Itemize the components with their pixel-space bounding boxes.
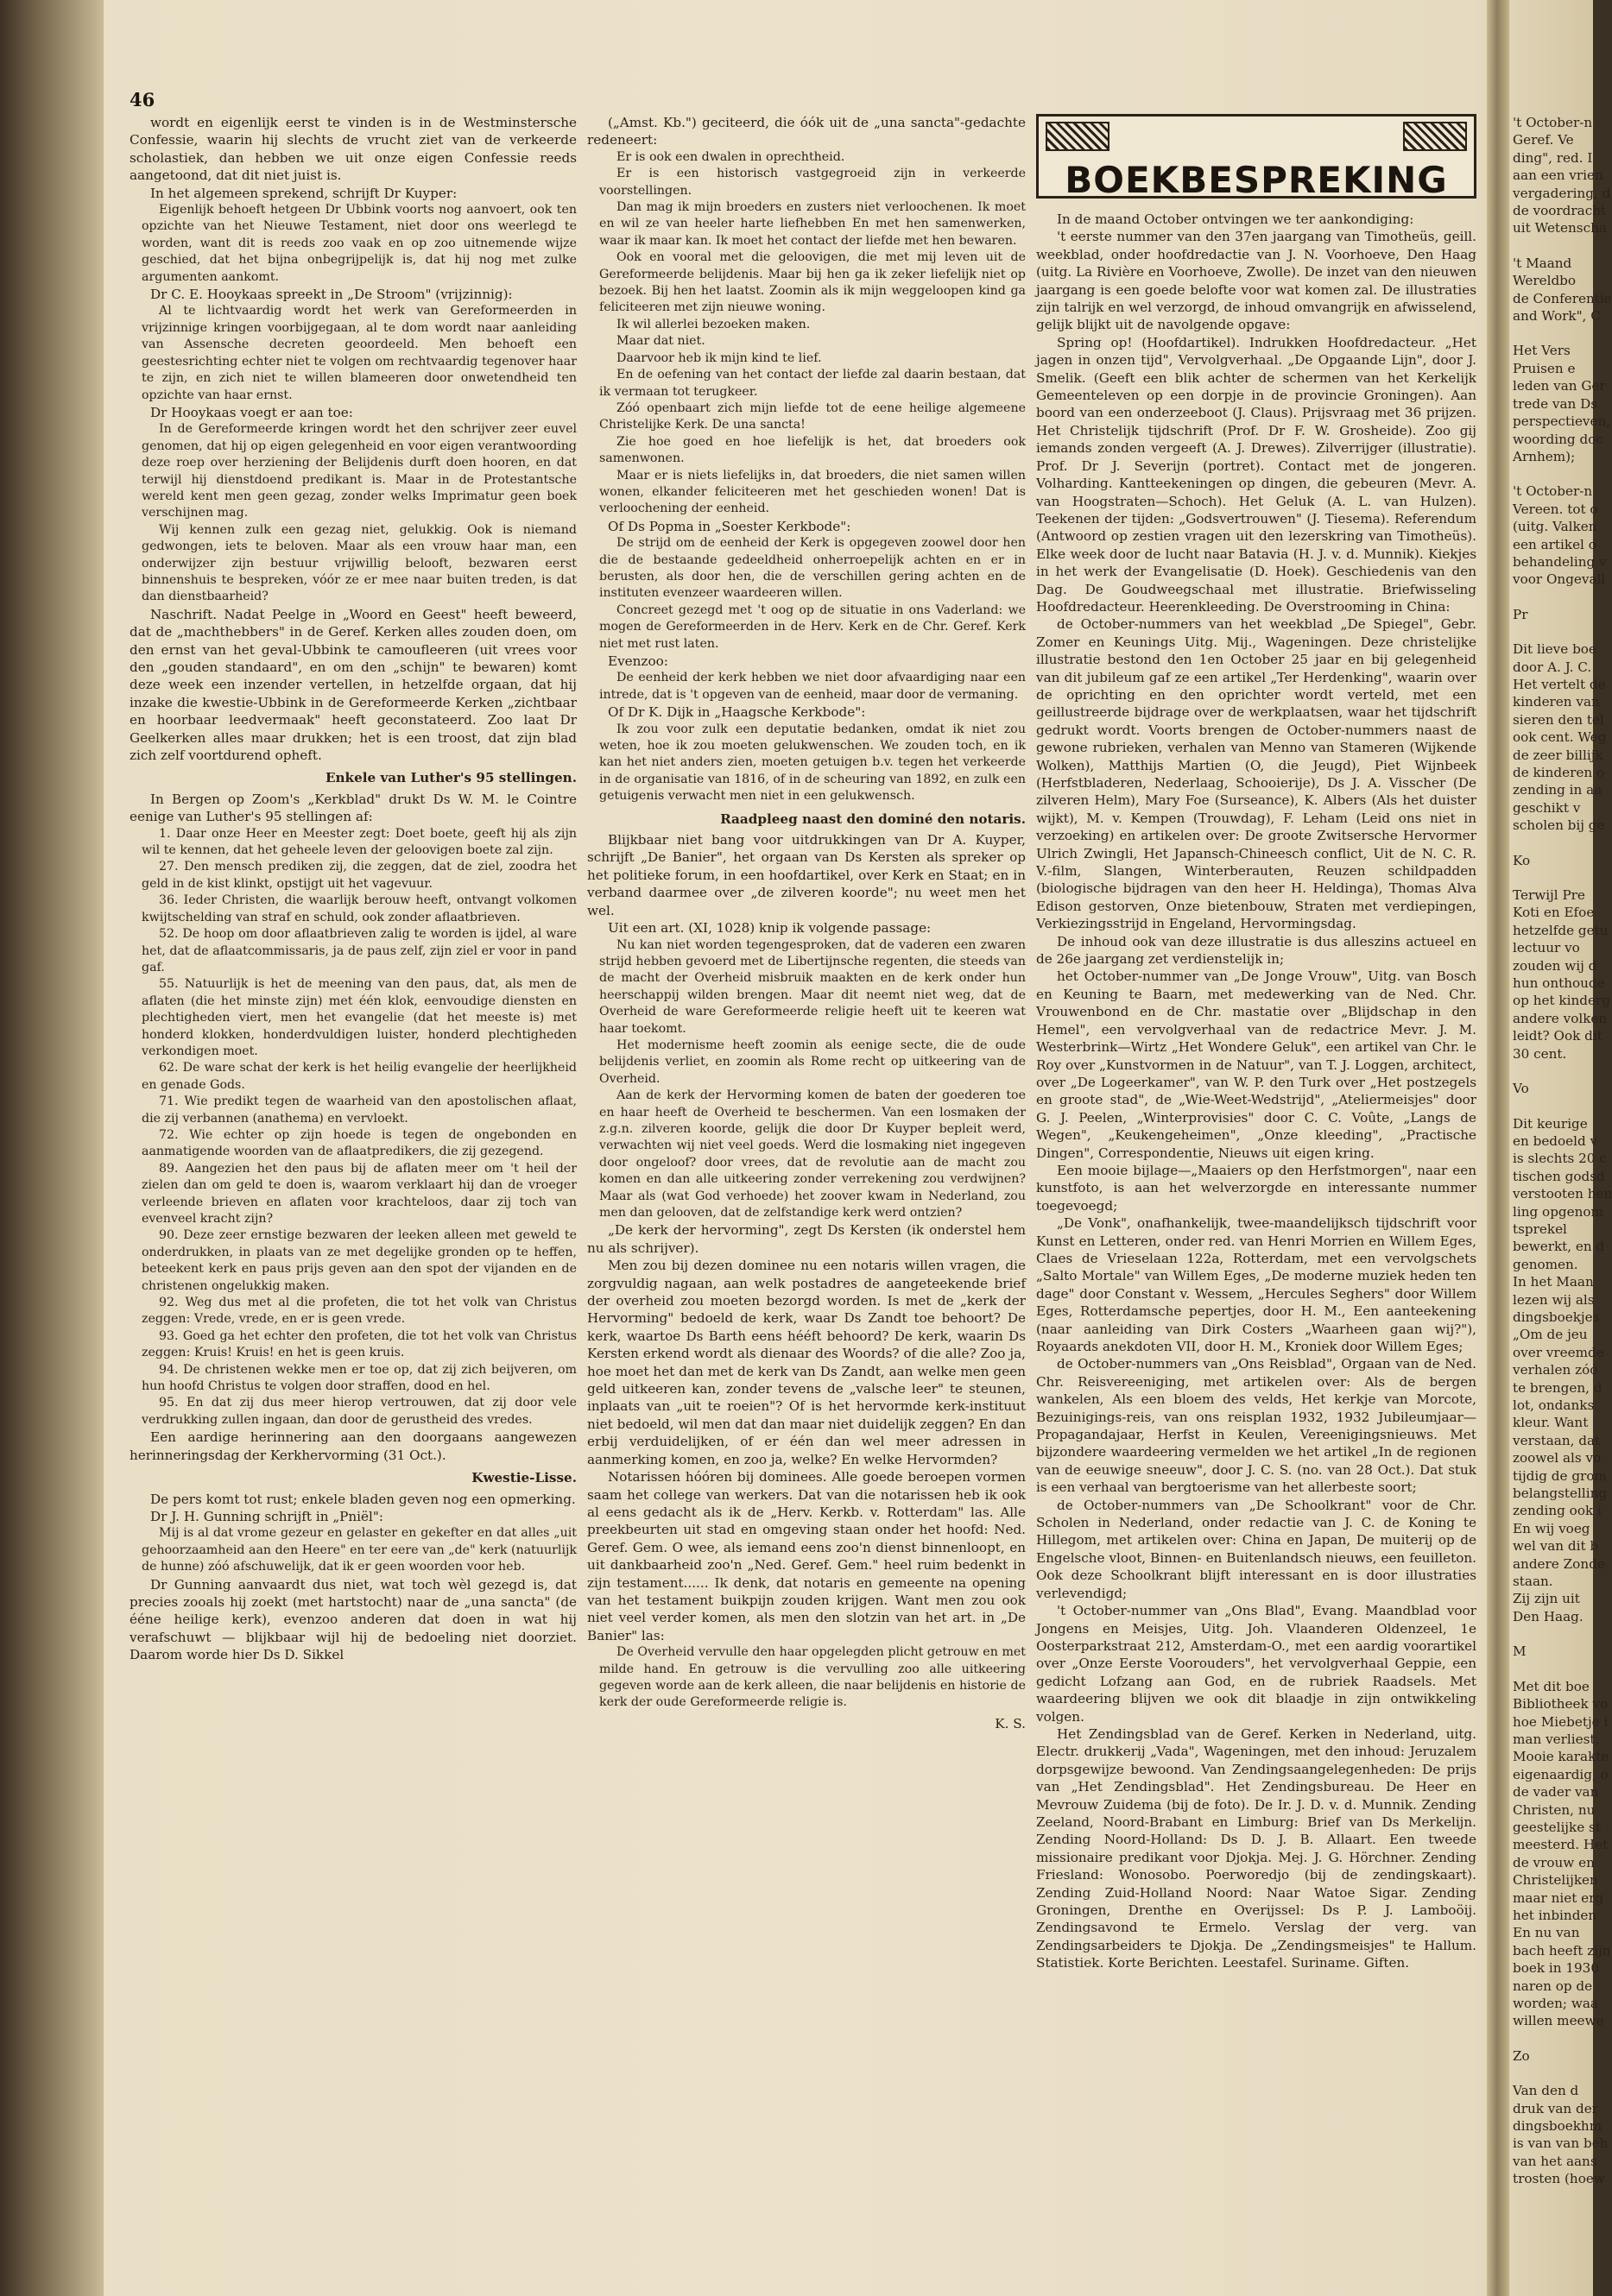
- fragment-line: [1513, 237, 1608, 255]
- fragment-line: een artikel o: [1513, 536, 1596, 552]
- paragraph: Dr J. H. Gunning schrijft in „Pniël":: [150, 1508, 383, 1524]
- fragment-line: Koti en Efoe: [1513, 905, 1595, 921]
- fragment-line: 't October-n: [1513, 115, 1593, 130]
- quoted-paragraph: 36. Ieder Christen, die waarlijk berouw heeft, ontvangt volkomen kwijtschelding van straf en schuld, ook zonder aflaatbrieven.: [142, 893, 577, 924]
- section-title: BOEKBESPREKING: [1065, 158, 1448, 201]
- fragment-line: vergadering, d: [1513, 185, 1611, 201]
- fragment-line: worden; waa: [1513, 1996, 1598, 2011]
- fragment-line: 't Maand: [1513, 255, 1572, 271]
- fragment-line: geestelijke st: [1513, 1819, 1601, 1835]
- quoted-paragraph: 71. Wie predikt tegen de waarheid van den apostolischen aflaat, die zij verbannen (anathema) en vervloekt.: [142, 1094, 577, 1126]
- book-stack-icon: [1403, 122, 1467, 151]
- fragment-line: Christen, nu: [1513, 1801, 1596, 1818]
- fragment-line: dingsboekhm: [1513, 2118, 1603, 2135]
- fragment-line: [1513, 1625, 1608, 1643]
- fragment-line: trede van Ds: [1513, 395, 1598, 412]
- quoted-paragraph: En de oefening van het contact der liefde zal daarin bestaan, dat ik vermaan tot terugkeer.: [599, 368, 1026, 399]
- book-review-body: [1036, 211, 1476, 1972]
- paragraph: („Amst. Kb.") geciteerd, die óók uit de „una sancta"-gedachte redeneert:: [587, 115, 1026, 148]
- fragment-line: de kinderen o: [1513, 765, 1605, 780]
- column-4-next-page-fragment: [1513, 114, 1612, 2259]
- paragraph: In het algemeen sprekend, schrijft Dr Kuyper:: [150, 185, 458, 201]
- quoted-paragraph: Zóó openbaart zich mijn liefde tot de eene heilige algemeene Christelijke Kerk. De una sancta!: [599, 401, 1026, 432]
- fragment-line: naren op de: [1513, 1977, 1593, 1994]
- section-heading: Enkele van Luther's 95 stellingen.: [325, 770, 577, 786]
- fragment-line: Geref. Ve: [1513, 132, 1574, 148]
- fragment-line: Dit keurige: [1513, 1115, 1588, 1132]
- fragment-line: [1513, 1661, 1608, 1678]
- paragraph: De inhoud ook van deze illustratie is dus alleszins actueel en de 26e jaargang zet verdienstelijk in;: [1036, 933, 1476, 968]
- fragment-line: ling opgenom: [1513, 1203, 1603, 1220]
- quoted-paragraph: Maar dat niet.: [616, 334, 705, 349]
- fragment-line: aan een vrien: [1513, 167, 1603, 184]
- fragment-line: perspectieven,: [1513, 413, 1611, 430]
- quoted-paragraph: Het modernisme heeft zoomin als eenige secte, die de oude belijdenis verliet, en zoomin als Rome recht op uitkeering van de Overheid.: [599, 1038, 1026, 1086]
- section-heading: Raadpleeg naast den dominé den notaris.: [720, 811, 1026, 827]
- quoted-paragraph: Ook en vooral met die geloovigen, die met mij leven uit de Gereformeerde belijdenis. Maar bij hen ga ik zeker liefelijk niet op bezoek. Bij hen het laatst. Zoomin als ik mijn weggeloopen kind ga feliciteeren met zijn nieuwe woning.: [599, 250, 1026, 315]
- fragment-line: Het Vers: [1513, 343, 1571, 359]
- fragment-line: lezen wij als: [1513, 1291, 1595, 1308]
- fragment-line: Het vertelt de: [1513, 676, 1606, 692]
- fragment-line: boek in 1930: [1513, 1960, 1600, 1977]
- fragment-line: voor Ongevall: [1513, 571, 1606, 588]
- fragment-line: Vereen. tot o: [1513, 501, 1598, 517]
- quoted-paragraph: 52. De hoop om door aflaatbrieven zalig te worden is ijdel, al ware het, dat de aflaatcommissaris, ja de paus zelf, zijn ziel er voor in pand gaf.: [142, 927, 577, 975]
- paragraph: wordt en eigenlijk eerst te vinden is in de Westminstersche Confessie, waarin hij slechts de vrucht ziet van de verkeerde scholastiek, dan hebben we uit onze eigen Confessie reeds aangetoond, dat dit niet juist is.: [130, 115, 577, 184]
- fragment-line: [1513, 325, 1608, 342]
- fragment-line: eigenaardig, o: [1513, 1766, 1609, 1782]
- paragraph: Spring op! (Hoofdartikel). Indrukken Hoofdredacteur. „Het jagen in onzen tijd", Vervolgverhaal. „De Opgaande Lijn", door J. Smelik. (Geeft een blik achter de schermen van het Kerkelijk Gemeenteleven op een dorpje in de provincie Groningen). Aan boord van een onderzeeboot (J. Claus). Prijsvraag met 36 prijzen. Het Christelijk tijdschrift (Prof. Dr F. W. Grosheide). Zoo gij iemands zonden vergeeft (A. J. Drewes). Zilverrijger (illustratie). Prof. Dr J. Severijn (portret). Contact met de jongeren. Volharding. Kantteekeningen op dingen, die gebeuren (Mevr. A. van Hoogstraten—Schoch). Het Geluk (A. L. van Hulzen). Teekenen der tijden: „Godsvertrouwen" (J. Tiesema). Referendum (Antwoord op zestien vragen uit den lezerskring van Timotheüs). Elke week door de lucht naar Batavia (H. J. v. d. Munnik). Kiekjes in het werk der Evangelisatie (D. Hoek). Geschiedenis van den Dag. De Goudweegschaal met illustratie. Briefwisseling Hoofdredacteur. Heerenkleeding. De Overstrooming in China:: [1036, 334, 1476, 615]
- paragraph: „De kerk der hervorming", zegt Ds Kersten (ik onderstel hem nu als schrijver).: [587, 1222, 1026, 1256]
- fragment-line: tijdig de grom: [1513, 1467, 1607, 1484]
- paragraph: de October-nummers van „Ons Reisblad", Orgaan van de Ned. Chr. Reisvereeniging, met artikelen over: Als de bergen wankelen, Als een bloem des velds, Het kerkje van Morcote, Bezuinigings-reis, van ons reisplan 1932, 1932 Jubileumjaar—Propagandajaar, Herfst in Keulen, Vereenigingsnieuws. Met bijzondere waardeering vermelden we het artikel „In de regionen van de eeuwige sneeuw", door J. C. S. (no. van 28 Oct.). Dat stuk is een verhaal van bergtoerisme van het allerbeste soort;: [1036, 1356, 1476, 1496]
- quoted-paragraph: Eigenlijk behoeft hetgeen Dr Ubbink voorts nog aanvoert, ook ten opzichte van het Nieuwe Testament, niet door ons weerlegd te worden, want dit is reeds zoo vaak en op zoo uitnemende wijze geschied, dat het bijna onbegrijpelijk is, dat hij nog met zulke argumenten aankomt.: [142, 203, 577, 284]
- fragment-line: is slechts 20 c: [1513, 1151, 1607, 1167]
- fragment-line: is van van beh: [1513, 2135, 1609, 2152]
- paragraph: de October-nummers van het weekblad „De Spiegel", Gebr. Zomer en Keunings Uitg. Mij., Wageningen. Deze christelijke illustratie bestond den 1en October 25 jaar en bij gelegenheid van dit jubileum gaf ze een artikel „Ter Herdenking", waarin over de oprichting en den oprichter wordt verteld, met een geillustreerde bijdrage over de werkplaatsen, waar het tijdschrift gedrukt wordt. Voorts brengen de October-nummers naast de gewone rubrieken, verhalen van Menno van Stameren (Wijkende Wolken), Matthijs Martien (O, die Jeugd), Piet Wijnbeek (Herfstbladeren, Nederlaag, Schooierije), Ds J. A. Visscher (De zilveren Helm), Mary Foe (Surseance), K. Albers (Als het duister wijkt), M. v. Kempen (Trouwdag), F. Leham (Leid ons niet in verzoeking) en artikelen over: De groote Zwitsersche Hervormer Ulrich Zwingli, Het Japansch-Chineesch conflict, Uit de N. C. R. V.-film, Slangen, Winterberauten, Reuzen schildpadden (biologische bijdragen van den heer H. Heldinga), Thomas Alva Edison gestorven, Onze bietenbouw, Straten met verdiepingen, Verkiezingsstrijd in Engeland, Hervormingsdag.: [1036, 616, 1476, 932]
- fragment-line: de Conferentie: [1513, 290, 1612, 306]
- paragraph: het October-nummer van „De Jonge Vrouw", Uitg. van Bosch en Keuning te Baarn, met medewerking van de Ned. Chr. Vrouwenbond en de Chr. mastatie over „Blijdschap in den Hemel", een vervolgverhaal van de redactrice Mevr. J. M. Westerbrink—Wirtz „Het Wondere Geluk", een artikel van Chr. le Roy over „Kunstvormen in de Natuur", van T. J. Loggen, architect, over „De Logeerkamer", van W. P. den Turk over „Het postzegels en groote stad", de „Wie-Weet-Wedstrijd", „Ateliermeisjes" door G. J. Peelen, „Winterprovisies" door C. C. Voûte, „Langs de Wegen", „Keukengeheimen", „Onze kleeding", „Practische Dingen", Correspondentie, Nieuws uit eigen kring.: [1036, 968, 1476, 1161]
- fragment-line: leidt? Ook dit: [1513, 1028, 1603, 1044]
- quoted-paragraph: Maar er is niets liefelijks in, dat broeders, die niet samen willen wonen, elkander feliciteeren met het geschieden wonen! Dat is verloochening der eenheid.: [599, 468, 1026, 516]
- paragraph: Men zou bij dezen dominee nu een notaris willen vragen, die zorgvuldig nagaan, aan welk postadres de aangeteekende brief der overheid zou moeten bezorgd worden. Is met de „kerk der Hervorming" bedoeld de kerk, waar Ds Zandt toe behoort? De kerk, waartoe Ds Barth eens hééft behoord? De kerk, waarin Ds Kersten erkend wordt als dienaar des Woords? of die alle? Zoo ja, hoe moet het dan met de kerk van Ds Zandt, aan welke men geen geld uitkeeren kan, zonder tevens de „valsche leer" te steunen, inplaats van „uit te roeien"? Of is het hervormde kerk-instituut niet bedoeld, wil men dat dan maar niet duidelijk zeggen? En dan erbij verduidelijken, of er één dan wel meer adressen in aanmerking komen, en zoo ja, welke? En welke Hervormden?: [587, 1258, 1026, 1467]
- fragment-line: op het kinderg: [1513, 993, 1610, 1009]
- fragment-line: [1513, 623, 1608, 640]
- section-heading: Kwestie-Lisse.: [471, 1470, 577, 1486]
- fragment-line: van het aans: [1513, 2153, 1597, 2169]
- quoted-paragraph: Er is ook een dwalen in oprechtheid.: [616, 149, 845, 164]
- paragraph: De pers komt tot rust; enkele bladen geven nog een opmerking.: [150, 1491, 576, 1507]
- fragment-line: [1513, 1063, 1608, 1080]
- book-stack-icon: [1046, 122, 1109, 151]
- quoted-paragraph: In de Gereformeerde kringen wordt het den schrijver zeer euvel genomen, dat hij op eigen gelegenheid en voor eigen verantwoording deze roep over herziening der Belijdenis durft doen hooren, en dat terwijl hij dienstdoend predikant is. Maar in de Protestantsche wereld kent men geen gezag, zonder welks Imprimatur geen boek verschijnen mag.: [142, 422, 577, 520]
- fragment-line: Pr: [1513, 606, 1528, 622]
- quoted-paragraph: Dan mag ik mijn broeders en zusters niet verloochenen. Ik moet en wil ze van heeler harte liefhebben En met hen samenwerken, waar ik maar kan. Ik moet het contact der liefde met hen bewaren.: [599, 200, 1026, 248]
- fragment-line: verhalen zóó: [1513, 1362, 1598, 1378]
- quoted-paragraph: 1. Daar onze Heer en Meester zegt: Doet boete, geeft hij als zijn wil te kennen, dat het geheele leven der geloovigen boete zal zijn.: [142, 826, 577, 858]
- fragment-line: hun onthoude: [1513, 975, 1605, 992]
- quoted-paragraph: Concreet gezegd met 't oog op de situatie in ons Vaderland: we mogen de Gereformeerden in de Herv. Kerk en de Chr. Geref. Kerk niet met rust laten.: [599, 602, 1026, 651]
- fragment-line: ook cent. Weg: [1513, 729, 1607, 746]
- fragment-line: [1513, 869, 1608, 886]
- quoted-paragraph: De eenheid der kerk hebben we niet door afvaardiging naar een intrede, dat is 't opgeven van de eenheid, maar door de vermaning.: [599, 671, 1026, 702]
- fragment-line: het inbinden: [1513, 1907, 1597, 1923]
- page-gutter: [1487, 0, 1509, 2296]
- paragraph: Het Zendingsblad van de Geref. Kerken in Nederland, uitg. Electr. drukkerij „Vada", Wageningen, met den inhoud: Jeruzalem dorpsgewijze bewoond. Van Zendingsaangelegenheden: De prijs van „Het Zendingsblad". Het Zendingsbureau. De Heer en Mevrouw Zuidema (bij de foto). De Ir. J. D. v. d. Munnik. Zending Zeeland, Noord-Brabant en Limburg: Brief van Ds Merkelijn. Zending Noord-Holland: Ds D. J. B. Allaart. Een tweede missionaire predikant voor Djokja. Mej. J. G. Hörchner. Zending Friesland: Wonosobo. Poerworedjo (bij de zendingskaart). Zending Zuid-Holland Noord: Naar Watoe Sigar. Zending Groningen, Drenthe en Overijssel: Ds P. J. Lamboöij. Zendingsavond te Ermelo. Verslag der verg. van Zendingsarbeiders te Djokja. De „Zendingsmeisjes" te Hallum. Statistiek. Korte Berichten. Leestafel. Suriname. Giften.: [1036, 1725, 1476, 1971]
- quoted-paragraph: Ik wil allerlei bezoeken maken.: [616, 317, 811, 331]
- fragment-line: geschikt v: [1513, 799, 1581, 816]
- fragment-line: hoe Miebetje i: [1513, 1713, 1609, 1730]
- paragraph: Een mooie bijlage—„Maaiers op den Herfstmorgen", naar een kunstfoto, is aan het welverzorgde en interessante nummer toegevoegd;: [1036, 1162, 1476, 1214]
- quoted-paragraph: 89. Aangezien het den paus bij de aflaten meer om 't heil der zielen dan om geld te doen is, waarom verklaart hij dan de vroeger verleende brieven en aflaten voor krachteloos, daar zij toch van evenveel kracht zijn?: [142, 1161, 577, 1226]
- fragment-line: scholen bij ge: [1513, 817, 1605, 834]
- quoted-paragraph: 95. En dat zij dus meer hierop vertrouwen, dat zij door vele verdrukking zullen ingaan, dan door de gerustheid des vredes.: [142, 1396, 577, 1427]
- quoted-paragraph: Al te lichtvaardig wordt het werk van Gereformeerden in vrijzinnige kringen voorbijgegaan, al te dom wordt naar aanleiding van Assensche decreten geoordeeld. Men behoeft een geestesrichting echter niet te volgen om rechtvaardig tegenover haar te zijn, en zich niet te willen blameeren door onwetendheid ten opzichte van haar ernst.: [142, 304, 577, 402]
- paragraph: 't October-nummer van „Ons Blad", Evang. Maandblad voor Jongens en Meisjes, Uitg. Joh. Vlaanderen Oldenzeel, 1e Oosterparkstraat 212, Amsterdam-O., met een aardig voorartikel over „Onze Eerste Voorouders", het vervolgverhaal Geppie, een gedicht Lofzang aan God, en de rubriek Raadsels. Met waardeering blijven we ook dit blaadje in zijn ontwikkeling volgen.: [1036, 1603, 1476, 1725]
- fragment-line: In het Maan: [1513, 1274, 1594, 1290]
- fragment-line: 30 cent.: [1513, 1045, 1567, 1062]
- quoted-paragraph: Zie hoe goed en hoe liefelijk is het, dat broeders ook samenwonen.: [599, 434, 1026, 466]
- fragment-line: Bibliotheek vo: [1513, 1696, 1609, 1713]
- fragment-line: ding", red. I: [1513, 149, 1593, 166]
- fragment-line: leden van Ger: [1513, 378, 1606, 394]
- column-2: [587, 114, 1026, 2259]
- quoted-paragraph: 72. Wie echter op zijn hoede is tegen de ongebonden en aanmatigende woorden van de aflaatpredikers, die zij gezegend.: [142, 1127, 577, 1159]
- fragment-line: wel van dit b: [1513, 1538, 1599, 1555]
- fragment-line: zending ook i: [1513, 1503, 1602, 1519]
- fragment-line: de vader van: [1513, 1784, 1599, 1801]
- fragment-line: En nu van: [1513, 1925, 1580, 1941]
- fragment-line: genomen.: [1513, 1256, 1578, 1272]
- fragment-line: [1513, 2030, 1608, 2047]
- fragment-line: Pruisen e: [1513, 360, 1576, 376]
- paragraph: 't eerste nummer van den 37en jaargang van Timotheüs, geill. weekblad, onder hoofdredactie van J. N. Voorhoeve, Den Haag (uitg. La Rivière en Voorhoeve, Zwolle). De inzet van den nieuwen jaargang is een goede belofte voor wat komen zal. De illustraties zijn talrijk en wel verzorgd, de inhoud omvangrijk en afwisselend, gelijk blijkt uit de navolgende opgave:: [1036, 229, 1476, 333]
- fragment-line: verstaan, dat: [1513, 1432, 1601, 1448]
- quoted-paragraph: Er is een historisch vastgegroeid zijn in verkeerde voorstellingen.: [599, 167, 1026, 198]
- fragment-line: Vo: [1513, 1081, 1529, 1097]
- paragraph: Een aardige herinnering aan den doorgaans aangewezen herinneringsdag der Kerkhervorming (31 Oct.).: [130, 1429, 577, 1463]
- quoted-paragraph: 94. De christenen wekke men er toe op, dat zij zich beijveren, om hun hoofd Christus te volgen door straffen, dood en hel.: [142, 1362, 577, 1394]
- fragment-line: de zeer billijk: [1513, 747, 1603, 763]
- paragraph: „De Vonk", onafhankelijk, twee-maandelijksch tijdschrift voor Kunst en Letteren, onder red. van Henri Morrien en Willem Eges, Claes de Vrieselaan 122a, Rotterdam, met een vervolgschets „Salto Mortale" van Willem Eges, „De moderne muziek heden ten dage" door Constant v. Wessem, „Hercules Seghers" door Willem Eges, Rotterdamsche pepertjes, door H. M., Een aanteekening (naar aanleiding van Dirk Costers „Waarheen gaan wij?"), Royaards anekdoten VII, door H. M., Kroniek door Willem Eges;: [1036, 1215, 1476, 1354]
- paragraph: Notarissen hóóren bij dominees. Alle goede beroepen vormen saam het college van werkers. Dat van die notarissen heb ik ook al eens gedacht als ik de „Herv. Kerkb. v. Rotterdam" las. Alle preekbeurten uit stad en omgeving staan onder het hoofd: Ned. Geref. Gem. O wee, als iemand eens zoo'n dienst binnenloopt, en uit dankbaarheid zoo'n „Ned. Geref. Gem." heel ruim bedenkt in zijn testament...... Ik denk, dat notaris en gemeente na opening van het testament buikpijn zouden krijgen. Want men zou ook niet veel verder komen, als men den slotzin van het art. in „De Banier" las:: [587, 1469, 1026, 1643]
- fragment-line: kinderen van: [1513, 694, 1600, 710]
- fragment-line: andere Zonde: [1513, 1555, 1605, 1572]
- book-review-header: [1036, 114, 1476, 199]
- fragment-line: 't October-n: [1513, 483, 1593, 500]
- fragment-line: Arnhem);: [1513, 448, 1576, 464]
- fragment-line: over vreemde: [1513, 1344, 1604, 1360]
- fragment-line: maar niet erg: [1513, 1889, 1604, 1906]
- fragment-line: druk van der: [1513, 2100, 1599, 2116]
- fragment-line: willen meewe: [1513, 2013, 1604, 2029]
- fragment-line: verstooten hen: [1513, 1186, 1612, 1202]
- fragment-line: [1513, 2065, 1608, 2082]
- paragraph: Blijkbaar niet bang voor uitdrukkingen van Dr A. Kuyper, schrijft „De Banier", het orgaan van Ds Kersten als spreker op het politieke forum, in een hoofdartikel, over Kerk en Staat; en in verband daarmee over „de zilveren koorde"; nu weet men het wel.: [587, 832, 1026, 918]
- fragment-line: M: [1513, 1643, 1527, 1660]
- fragment-line: Wereldbo: [1513, 273, 1577, 289]
- fragment-line: zouden wij d: [1513, 957, 1597, 974]
- fragment-line: te brengen, d: [1513, 1379, 1603, 1396]
- paragraph: de October-nummers van „De Schoolkrant" voor de Chr. Scholen in Nederland, onder redactie van J. C. de Koning te Hillegom, met artikelen over: China en Japan, De muiterij op de Engelsche vloot, Binnen- en Buitenlandsch nieuws, een feuilleton. Ook deze Schoolkrant blijft interessant en is door illustraties verlevendigd;: [1036, 1497, 1476, 1601]
- fragment-line: sieren den tel: [1513, 711, 1604, 728]
- paragraph: Uit een art. (XI, 1028) knip ik volgende passage:: [608, 920, 932, 937]
- fragment-line: [1513, 835, 1608, 852]
- fragment-line: Dit lieve boe: [1513, 641, 1596, 658]
- fragment-line: Christelijken: [1513, 1872, 1598, 1889]
- fragment-line: Zij zijn uit: [1513, 1591, 1580, 1607]
- paragraph: Of Ds Popma in „Soester Kerkbode":: [608, 518, 851, 534]
- quoted-paragraph: Ik zou voor zulk een deputatie bedanken, omdat ik niet zou weten, hoe ik zou moeten gelukwenschen. We zouden toch, en ik kan het niet anders zien, moeten getuigen b.v. tegen het verkeerde in de organisatie van 1816, of in de scheuring van 1892, en zulk een getuigenis verwacht men niet in een gelukwensch.: [599, 722, 1026, 804]
- quoted-paragraph: Nu kan niet worden tegengesproken, dat de vaderen een zwaren strijd hebben gevoerd met de Libertijnsche regenten, die steeds van de macht der Overheid misbruik maakten en de kerk onder hun heerschappij wilden brengen. Maar dit neemt niet weg, dat de Overheid de ware Gereformeerde religie heeft uit te keeren wat haar toekomt.: [599, 937, 1026, 1036]
- quoted-paragraph: De Overheid vervulle den haar opgelegden plicht getrouw en met milde hand. En getrouw is die vervulling zoo alle uitkeering gegeven worde aan de kerk alleen, die naar belijdenis en historie de kerk der oude Gereformeerde religie is.: [599, 1645, 1026, 1710]
- fragment-line: „Om de jeu: [1513, 1327, 1588, 1343]
- fragment-line: (uitg. Valken: [1513, 519, 1597, 535]
- fragment-line: bach heeft zijn: [1513, 1942, 1611, 1959]
- fragment-line: door A. J. C.: [1513, 659, 1592, 675]
- fragment-line: Terwijl Pre: [1513, 887, 1585, 904]
- fragment-line: zending in aa: [1513, 782, 1603, 798]
- fragment-line: kleur. Want: [1513, 1415, 1589, 1431]
- fragment-line: [1513, 1098, 1608, 1115]
- fragment-line: uit Wetenscha: [1513, 220, 1607, 237]
- fragment-line: belangstelling: [1513, 1485, 1608, 1502]
- fragment-line: [1513, 589, 1608, 606]
- fragment-line: and Work", C: [1513, 308, 1601, 325]
- fragment-line: de voordracht: [1513, 203, 1607, 219]
- paragraph: In Bergen op Zoom's „Kerkblad" drukt Ds W. M. le Cointre eenige van Luther's 95 stellingen af:: [130, 791, 577, 825]
- quoted-paragraph: 92. Weg dus met al die profeten, die tot het volk van Christus zeggen: Vrede, vrede, en er is geen vrede.: [142, 1296, 577, 1327]
- paragraph: Naschrift. Nadat Peelge in „Woord en Geest" heeft beweerd, dat de „machthebbers" in de Geref. Kerken alles zouden doen, om den ernst van het geval-Ubbink te camoufleeren (uit vrees voor den „gouden standaard", en om den „schijn" te bewaren) komt deze week een inzender vertellen, in hetzelfde orgaan, dat hij inzake die kwestie-Ubbink in de Gereformeerde Kerken „zichtbaar en hoorbaar leedvermaak" heeft geconstateerd. Zoo laat Dr Geelkerken alles maar drukken; het is een troost, dat zijn blad zich zelf voortdurend opheft.: [130, 606, 577, 764]
- fragment-line: andere volken: [1513, 1010, 1608, 1026]
- quoted-paragraph: Aan de kerk der Hervorming komen de baten der goederen toe en haar heeft de Overheid te beschermen. Van een losmaken der z.g.n. zilveren koorde, gelijk die door Dr Kuyper bepleit werd, verwachten wij niet veel goeds. Werd die losmaking niet ingegeven door ongeloof? door vrees, dat de revolutie aan de macht zou komen en dan alle uitkeering zonder verrekening zou verdwijnen? Maar als (wat God verhoede) het zoover kwam in Nederland, zou men dan gelooven, dat de zelfstandige kerk werd ontzien?: [599, 1088, 1026, 1220]
- fragment-line: zoowel als vo: [1513, 1450, 1602, 1467]
- paragraph: Dr Hooykaas voegt er aan toe:: [150, 404, 353, 420]
- fragment-line: tischen godsd: [1513, 1168, 1605, 1184]
- quoted-paragraph: Mij is al dat vrome gezeur en gelaster en gekefter en dat alles „uit gehoorzaamheid aan den Heere" en ter eere van „de" kerk (natuurlijk de hunne) zóó afschuwelijk, dat ik er geen woorden voor heb.: [142, 1526, 577, 1574]
- fragment-line: Van den d: [1513, 2083, 1579, 2099]
- fragment-line: tsprekel: [1513, 1221, 1567, 1237]
- fragment-line: de vrouw en: [1513, 1854, 1595, 1870]
- fragment-line: en bedoeld v: [1513, 1132, 1598, 1149]
- page-number: 46: [130, 89, 155, 110]
- fragment-line: lot, ondanks: [1513, 1397, 1595, 1413]
- fragment-line: man verliest,: [1513, 1731, 1600, 1747]
- fragment-line: Den Haag.: [1513, 1608, 1584, 1624]
- book-binding-shadow: [0, 0, 104, 2296]
- quoted-paragraph: 93. Goed ga het echter den profeten, die tot het volk van Christus zeggen: Kruis! Kruis! en het is geen kruis.: [142, 1328, 577, 1360]
- fragment-line: Met dit boe: [1513, 1678, 1590, 1694]
- paragraph: Of Dr K. Dijk in „Haagsche Kerkbode":: [608, 704, 866, 721]
- fragment-line: hetzelfde getu: [1513, 922, 1609, 938]
- signature: K. S.: [995, 1715, 1026, 1731]
- quoted-paragraph: 90. Deze zeer ernstige bezwaren der leeken alleen met geweld te onderdrukken, in plaats van ze met degelijke gronden op te heffen, beteekent kerk en paus prijs geven aan den spot der vijanden en de christenen ongelukkig maken.: [142, 1228, 577, 1293]
- quoted-paragraph: 55. Natuurlijk is het de meening van den paus, dat, als men de aflaten (die het minste zijn) met één klok, eenvoudige diensten en plechtigheden viert, men het evangelie (dat het meeste is) met honderd klokken, honderdvuldigen luister, honderd plechtigheden verkondigen moet.: [142, 977, 577, 1058]
- fragment-line: dingsboekjes: [1513, 1309, 1600, 1325]
- column-1: [130, 114, 577, 2259]
- fragment-line: Mooie karakte: [1513, 1749, 1609, 1765]
- paragraph: In de maand October ontvingen we ter aankondiging:: [1057, 211, 1414, 227]
- fragment-line: En wij voeg: [1513, 1520, 1590, 1536]
- fragment-line: behandeling v: [1513, 553, 1607, 570]
- paragraph: Evenzoo:: [608, 653, 668, 669]
- fragment-line: Zo: [1513, 2047, 1530, 2064]
- paragraph: Dr C. E. Hooykaas spreekt in „De Stroom" (vrijzinnig):: [150, 287, 513, 303]
- quoted-paragraph: 27. Den mensch prediken zij, die zeggen, dat de ziel, zoodra het geld in de kist klinkt, opstijgt uit het vagevuur.: [142, 860, 577, 891]
- paragraph: Dr Gunning aanvaardt dus niet, wat toch wèl gezegd is, dat precies zooals hij zoekt (met hartstocht) naar de „una sancta" (de ééne heilige kerk), evenzoo anderen dat doen in wat hij verafschuwt — blijkbaar wijl hij de bedoeling niet doorziet. Daarom worde hier Ds D. Sikkel: [130, 1576, 577, 1663]
- fragment-line: woording doc: [1513, 431, 1603, 447]
- fragment-line: trosten (hoew: [1513, 2171, 1605, 2187]
- fragment-line: staan.: [1513, 1574, 1553, 1590]
- quoted-paragraph: Wij kennen zulk een gezag niet, gelukkig. Ook is niemand gedwongen, iets te beloven. Maar als een vrouw haar man, een onderwijzer zijn bestuur vrijwillig belooft, bezwaren eerst binnenshuis te bespreken, vóór ze er mee naar buiten treden, is dat dan dienstbaarheid?: [142, 522, 577, 604]
- fragment-line: [1513, 465, 1608, 483]
- fragment-line: meesterd. Het: [1513, 1837, 1609, 1853]
- fragment-line: Ko: [1513, 852, 1531, 868]
- fragment-line: lectuur vo: [1513, 940, 1580, 956]
- fragment-line: bewerkt, en d: [1513, 1239, 1605, 1255]
- column-3-book-reviews: [1036, 114, 1476, 2259]
- quoted-paragraph: De strijd om de eenheid der Kerk is opgegeven zoowel door hen die de bestaande gedeeldheid onherroepelijk achten en er in berusten, als door hen, die de verschillen gering achten en de instituten evenzeer waardeeren willen.: [599, 536, 1026, 601]
- quoted-paragraph: Daarvoor heb ik mijn kind te lief.: [616, 350, 822, 365]
- quoted-paragraph: 62. De ware schat der kerk is het heilig evangelie der heerlijkheid en genade Gods.: [142, 1061, 577, 1092]
